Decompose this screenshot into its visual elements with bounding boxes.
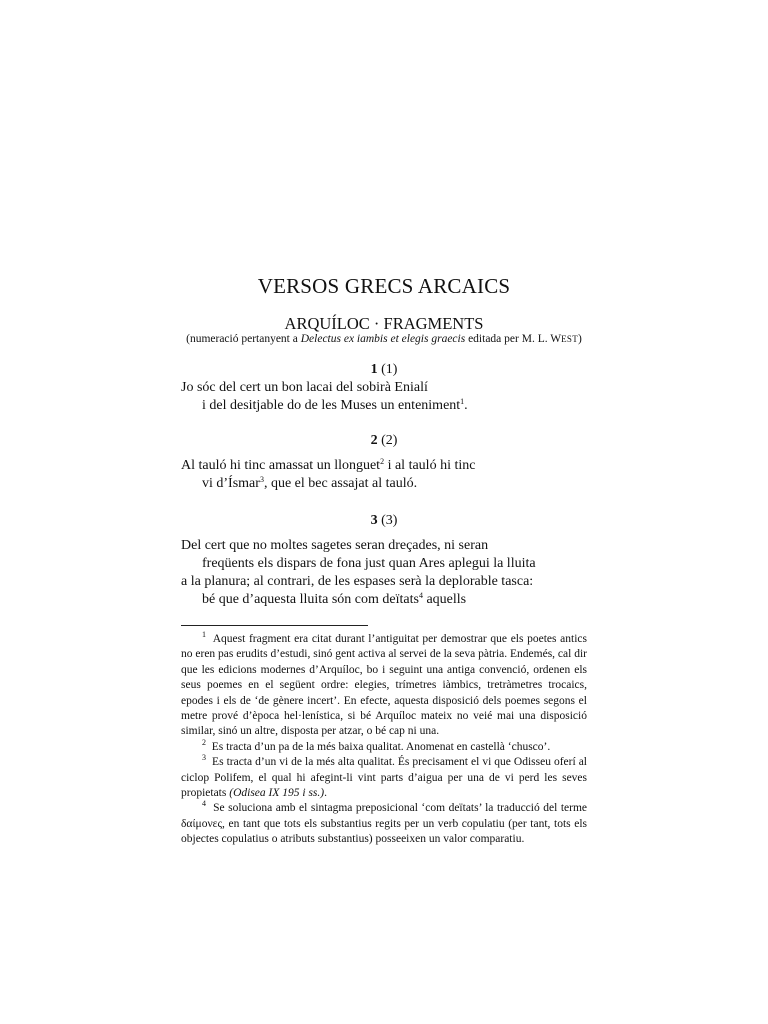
verse-line: [181, 457, 475, 475]
fragment-2-verse: [181, 457, 475, 493]
section-subtitle: ARQUÍLOC · FRAGMENTS: [284, 314, 484, 333]
note-prefix: (numeració pertanyent a: [186, 333, 301, 345]
verse-line: Del cert que no moltes sagetes seran dreçades, ni seran: [181, 538, 489, 553]
footnote-number: 4: [202, 799, 206, 809]
footnote-separator: [181, 625, 368, 626]
footnote-text: Es tracta d’un vi de la més alta qualitat. És precisament el vi que Odisseu oferí al ciclop Polifem, el qual hi afegint-li vint parts d’aigua per una de vi perd les seves propietats: [181, 756, 588, 800]
fragment-paren: (1): [377, 362, 398, 377]
fragment-paren: (2): [377, 433, 398, 448]
note-middle: editada per M. L.: [465, 333, 551, 345]
verse-text: i del desitjable do de les Muses un enteniment: [202, 398, 461, 413]
footnote-4: [181, 801, 587, 847]
verse-text: .: [464, 398, 468, 413]
footnote-reference: (Odisea IX 195 i ss.): [229, 787, 325, 800]
footnote-text: .: [324, 787, 327, 800]
footnotes: [181, 632, 587, 848]
footnote-marker[interactable]: 4: [418, 591, 423, 600]
footnote-2: [181, 737, 587, 755]
footnote-marker[interactable]: 1: [460, 397, 465, 406]
fragment-3-heading: [0, 513, 768, 529]
fragment-1-verse: [181, 379, 468, 415]
verse-line: [181, 475, 475, 493]
verse-line: Jo sóc del cert un bon lacai del sobirà Enialí: [181, 380, 428, 395]
fragment-paren: (3): [377, 513, 398, 528]
fragment-number: 2: [370, 433, 378, 448]
footnote-number: 2: [202, 737, 206, 747]
verse-text: , que el bec assajat al tauló.: [263, 476, 418, 491]
footnote-marker[interactable]: 2: [380, 457, 385, 466]
footnote-number: 3: [202, 753, 206, 763]
footnote-text: Es tracta d’un pa de la més baixa qualitat. Anomenat en castellà ‘chusco’.: [211, 740, 551, 753]
fragment-3-verse: [181, 537, 536, 609]
note-editor-smallcaps: EST: [561, 334, 579, 344]
footnote-text: Aquest fragment era citat durant l’antiguitat per demostrar que els poetes antics no eren pas erudits d’estudi, sinó gent activa al servei de la seva pàtria. Endemés, cal dir que les edicions modernes d’Arquíloc, bo i seguint una antiga convenció, ordenen els seus poemes en el següent ordre: elegies, trímetres iàmbics, tretràmetres trocaics, epodes i els de ‘de gènere incert’. En efecte, aquesta disposició dels poemes segons el metre prové d’època hel·lenística, si bé Arquíloc mateix no veié mai una disposició similar, sinó un altre, disposta per atzar, o bé cap ni una.: [181, 633, 587, 738]
footnote-marker[interactable]: 3: [259, 475, 264, 484]
footnote-1: [181, 632, 587, 740]
verse-text: Al tauló hi tinc amassat un llonguet: [181, 458, 381, 473]
verse-text: aquells: [422, 592, 467, 607]
verse-line: a la planura; al contrari, de les espases serà la deplorable tasca:: [181, 574, 534, 589]
footnote-3: [181, 755, 587, 801]
verse-line: [181, 591, 536, 609]
footnote-text: , en tant que tots els substantius regits per un verb copulatiu (per tant, tots els objectes copulatius o atributs substantius) posseeixen un valor comparatiu.: [181, 817, 587, 846]
numbering-note: [0, 333, 768, 345]
note-title-italic: Delectus ex iambis et elegis graecis: [300, 333, 466, 345]
fragment-number: 3: [370, 513, 378, 528]
footnote-number: 1: [202, 630, 206, 639]
verse-text: i al tauló hi tinc: [384, 458, 476, 473]
verse-text: bé que d’aquesta lluita són com deïtats: [202, 592, 419, 607]
page-title: VERSOS GRECS ARCAICS: [257, 274, 511, 298]
verse-line: [181, 397, 468, 415]
fragment-2-heading: [0, 433, 768, 449]
fragment-1-heading: [0, 362, 768, 378]
note-suffix: ): [578, 333, 582, 345]
note-editor-initial: W: [550, 333, 562, 345]
verse-line: freqüents els dispars de fona just quan Ares aplegui la lluita: [202, 556, 536, 571]
footnote-text: Se soluciona amb el sintagma preposicional ‘com deïtats’ la traducció del terme: [213, 802, 588, 815]
verse-text: vi d’Ísmar: [202, 476, 260, 491]
fragment-number: 1: [370, 362, 378, 377]
greek-term: δαίμονες: [181, 817, 223, 830]
